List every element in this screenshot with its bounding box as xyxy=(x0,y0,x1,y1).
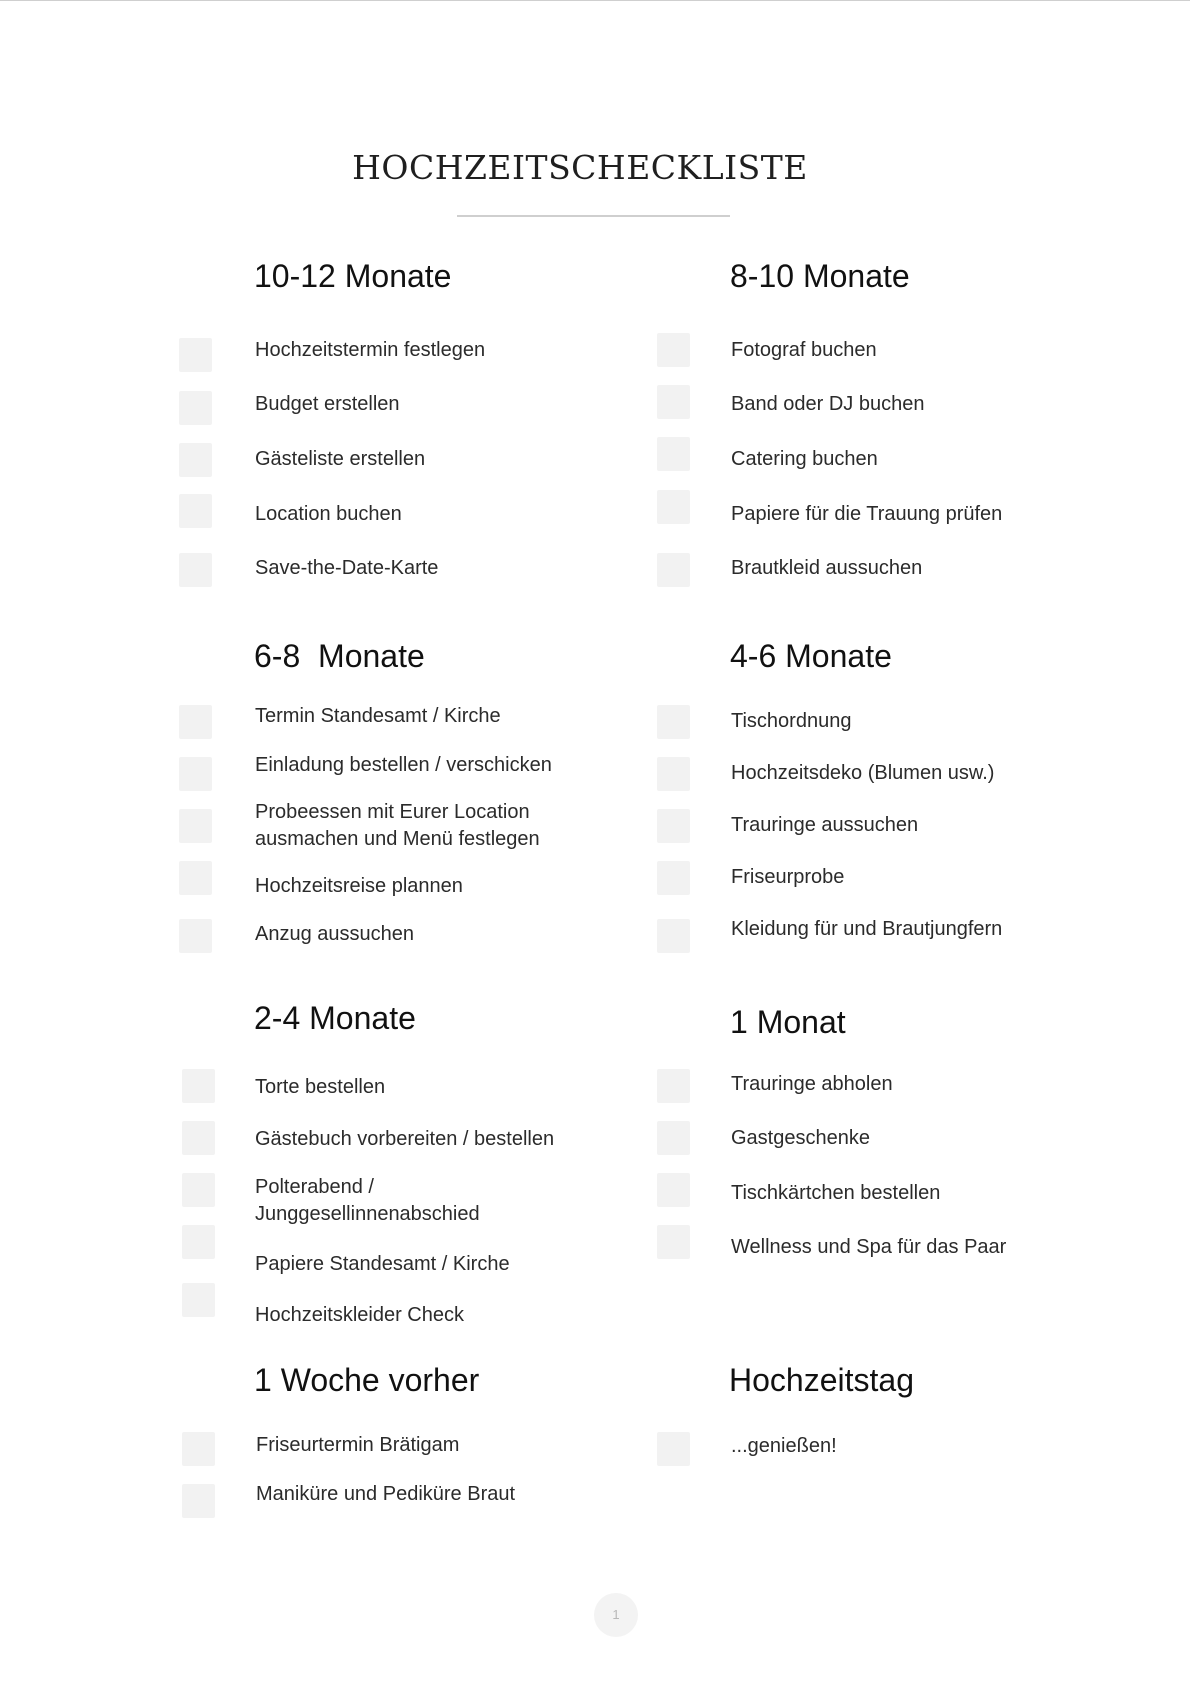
checklist-item: Wellness und Spa für das Paar xyxy=(731,1236,1007,1258)
checklist-item: Band oder DJ buchen xyxy=(731,393,925,415)
checkbox[interactable] xyxy=(179,338,212,372)
checklist-item: Save-the-Date-Karte xyxy=(255,557,439,579)
checklist-item: Termin Standesamt / Kirche xyxy=(255,705,501,727)
checklist-item: Gästeliste erstellen xyxy=(255,448,426,470)
checklist-item: Fotograf buchen xyxy=(731,339,877,361)
checkbox[interactable] xyxy=(657,333,690,367)
section-heading-2-4-monate: 2-4 Monate xyxy=(254,1000,416,1036)
page-top-border xyxy=(0,0,1190,1)
checkbox[interactable] xyxy=(657,919,690,953)
checklist-item: Brautkleid aussuchen xyxy=(731,557,923,579)
checkbox[interactable] xyxy=(179,919,212,953)
checklist-item: Budget erstellen xyxy=(255,393,400,415)
checklist-item: Location buchen xyxy=(255,503,402,525)
checkbox[interactable] xyxy=(179,809,212,843)
checklist-item: Trauringe aussuchen xyxy=(731,814,919,836)
checklist-item: Einladung bestellen / verschicken xyxy=(255,754,552,776)
checkbox[interactable] xyxy=(657,553,690,587)
checklist-item: Tischordnung xyxy=(731,710,852,732)
checkbox[interactable] xyxy=(179,391,212,425)
checkbox[interactable] xyxy=(182,1432,215,1466)
checkbox[interactable] xyxy=(179,494,212,528)
checklist-item-continued: ausmachen und Menü festlegen xyxy=(255,828,540,850)
checkbox[interactable] xyxy=(179,705,212,739)
title-divider xyxy=(457,215,730,217)
section-heading-6-8-monate: 6-8 Monate xyxy=(254,638,425,674)
checkbox[interactable] xyxy=(182,1225,215,1259)
checkbox[interactable] xyxy=(182,1283,215,1317)
section-heading-8-10-monate: 8-10 Monate xyxy=(730,258,910,294)
checkbox[interactable] xyxy=(179,757,212,791)
checklist-item: Kleidung für und Brautjungfern xyxy=(731,918,1003,940)
section-heading-10-12-monate: 10-12 Monate xyxy=(254,258,452,294)
checkbox[interactable] xyxy=(657,809,690,843)
checkbox[interactable] xyxy=(657,1121,690,1155)
checkbox[interactable] xyxy=(179,553,212,587)
checklist-item: Catering buchen xyxy=(731,448,878,470)
checkbox[interactable] xyxy=(182,1484,215,1518)
checklist-item: Tischkärtchen bestellen xyxy=(731,1182,941,1204)
checkbox[interactable] xyxy=(657,1069,690,1103)
checkbox[interactable] xyxy=(657,757,690,791)
section-heading-1-monat: 1 Monat xyxy=(730,1004,846,1040)
checklist-item: Papiere Standesamt / Kirche xyxy=(255,1253,510,1275)
checkbox[interactable] xyxy=(657,861,690,895)
page-title: HOCHZEITSCHECKLISTE xyxy=(352,148,808,187)
checkbox[interactable] xyxy=(179,861,212,895)
checkbox[interactable] xyxy=(657,490,690,524)
checkbox[interactable] xyxy=(657,1173,690,1207)
checklist-item: Trauringe abholen xyxy=(731,1073,893,1095)
checklist-item: Polterabend / xyxy=(255,1176,374,1198)
checklist-item: Hochzeitsreise plannen xyxy=(255,875,463,897)
checkbox[interactable] xyxy=(182,1173,215,1207)
checklist-item: Hochzeitskleider Check xyxy=(255,1304,464,1326)
checklist-item: Gastgeschenke xyxy=(731,1127,870,1149)
section-heading-4-6-monate: 4-6 Monate xyxy=(730,638,892,674)
checklist-item: Hochzeitsdeko (Blumen usw.) xyxy=(731,762,995,784)
checklist-item: Friseurprobe xyxy=(731,866,845,888)
checklist-item: Anzug aussuchen xyxy=(255,923,415,945)
checkbox[interactable] xyxy=(657,437,690,471)
checkbox[interactable] xyxy=(182,1121,215,1155)
checklist-item: Hochzeitstermin festlegen xyxy=(255,339,486,361)
checkbox[interactable] xyxy=(657,705,690,739)
page-number: 1 xyxy=(594,1593,638,1637)
checkbox[interactable] xyxy=(657,1432,690,1466)
checkbox[interactable] xyxy=(182,1069,215,1103)
checkbox[interactable] xyxy=(657,385,690,419)
checklist-item: Gästebuch vorbereiten / bestellen xyxy=(255,1128,555,1150)
checklist-item-continued: Junggesellinnenabschied xyxy=(255,1203,480,1225)
section-heading-1-woche-vorher: 1 Woche vorher xyxy=(254,1362,480,1398)
checklist-item: ...genießen! xyxy=(731,1435,837,1457)
checkbox[interactable] xyxy=(179,443,212,477)
checklist-item: Papiere für die Trauung prüfen xyxy=(731,503,1003,525)
section-heading-hochzeitstag: Hochzeitstag xyxy=(729,1362,914,1398)
checkbox[interactable] xyxy=(657,1225,690,1259)
checklist-item: Maniküre und Pediküre Braut xyxy=(256,1483,516,1505)
checklist-item: Probeessen mit Eurer Location xyxy=(255,801,530,823)
checklist-item: Friseurtermin Brätigam xyxy=(256,1434,460,1456)
checklist-item: Torte bestellen xyxy=(255,1076,386,1098)
